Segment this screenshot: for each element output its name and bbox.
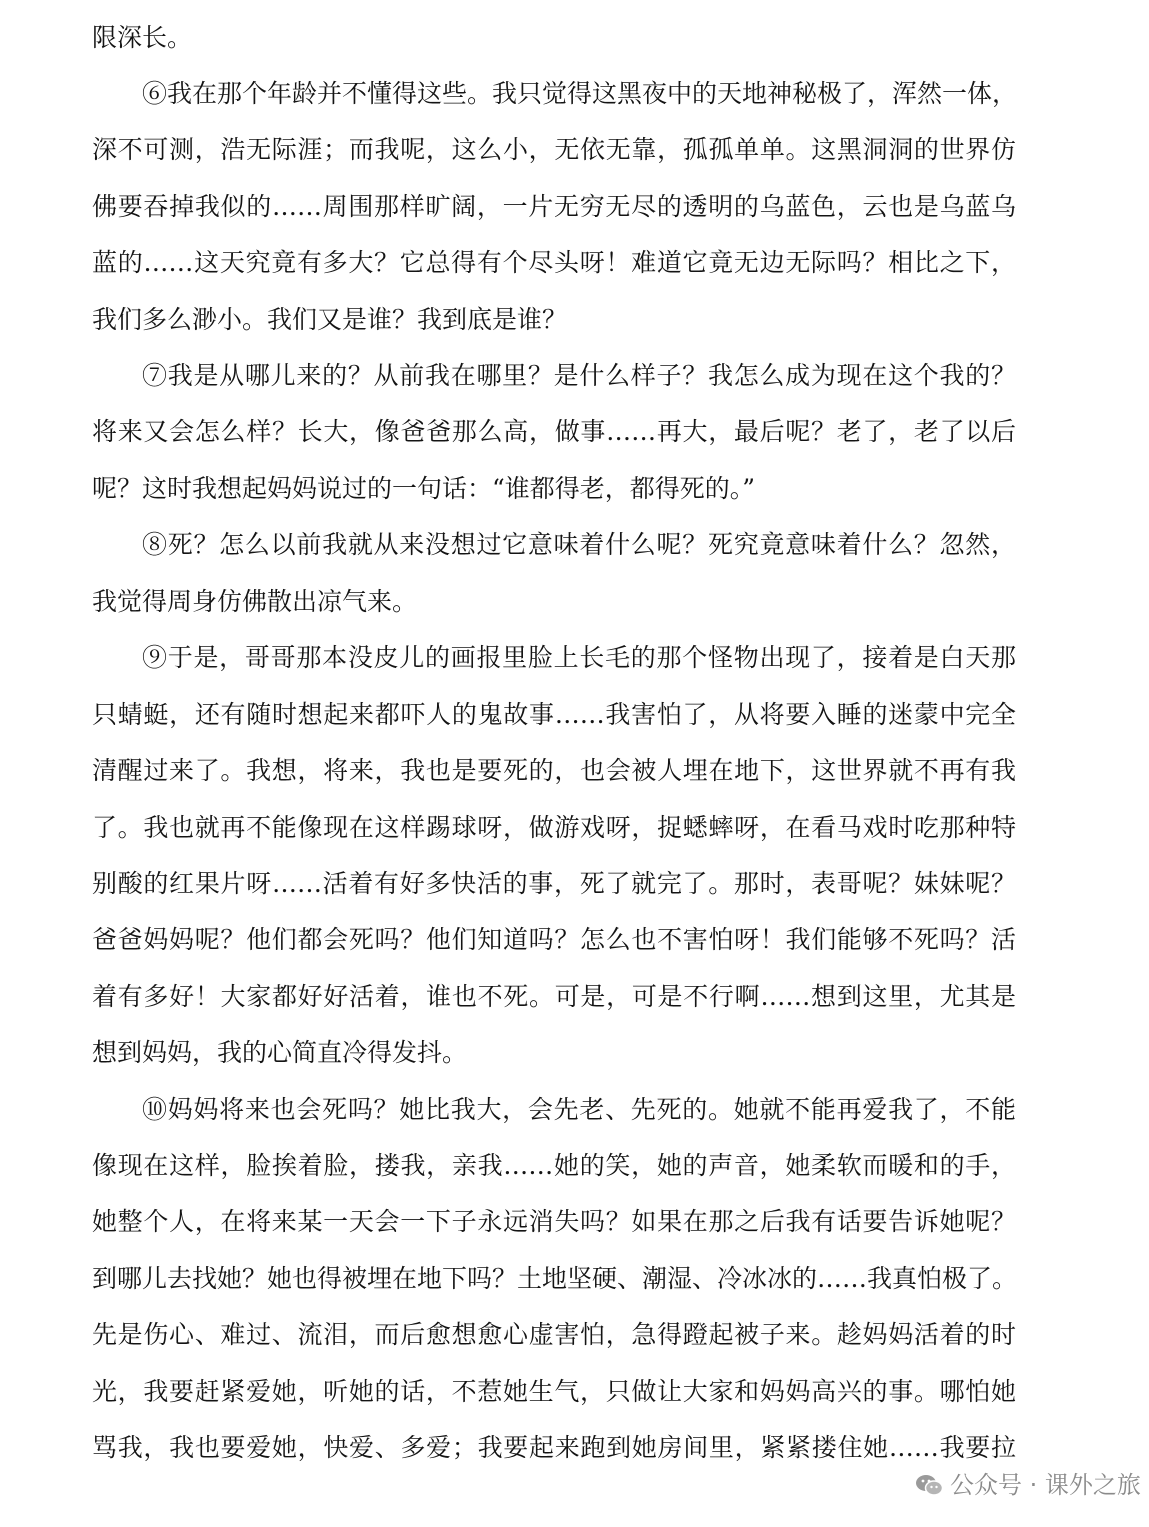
text-line: 想到妈妈，我的心简直冷得发抖。 (92, 1038, 468, 1067)
paragraph-8-line: ⑧死？怎么以前我就从来没想过它意味着什么呢？死究竟意味着什么？忽然， (142, 530, 1016, 559)
paragraph-10-line: ⑩妈妈将来也会死吗？她比我大，会先老、先死的。她就不能再爱我了，不能 (142, 1095, 1016, 1124)
text-line: 先是伤心、难过、流泪，而后愈想愈心虚害怕，急得蹬起被子来。趁妈妈活着的时 (92, 1320, 1016, 1349)
text-line: 到哪儿去找她？她也得被埋在地下吗？土地坚硬、潮湿、冷冰冰的……我真怕极了。 (92, 1264, 1018, 1293)
text-line: 她整个人，在将来某一天会一下子永远消失吗？如果在那之后我有话要告诉她呢？ (92, 1207, 1016, 1236)
text-line: 别酸的红果片呀……活着有好多快活的事，死了就完了。那时，表哥呢？妹妹呢？ (92, 869, 1016, 898)
text-line: 清醒过来了。我想，将来，我也是要死的，也会被人埋在地下，这世界就不再有我 (92, 756, 1016, 785)
text-line: 只蜻蜓，还有随时想起来都吓人的鬼故事……我害怕了，从将要入睡的迷蒙中完全 (92, 700, 1016, 729)
paragraph-9-line: ⑨于是，哥哥那本没皮儿的画报里脸上长毛的那个怪物出现了，接着是白天那 (142, 643, 1016, 672)
text-line: 爸爸妈妈呢？他们都会死吗？他们知道吗？怎么也不害怕呀！我们能够不死吗？活 (92, 925, 1016, 954)
text-line: 蓝的……这天究竟有多大？它总得有个尽头呀！难道它竟无边无际吗？相比之下， (92, 248, 1016, 277)
text-line: 像现在这样，脸挨着脸，搂我，亲我……她的笑，她的声音，她柔软而暖和的手， (92, 1151, 1016, 1180)
watermark (908, 1468, 1149, 1502)
text-line: 光，我要赶紧爱她，听她的话，不惹她生气，只做让大家和妈妈高兴的事。哪怕她 (92, 1377, 1016, 1406)
text-line: 我觉得周身仿佛散出凉气来。 (92, 587, 418, 616)
text-line: 骂我，我也要爱她，快爱、多爱；我要起来跑到她房间里，紧紧搂住她……我要拉 (92, 1433, 1016, 1462)
paragraph-7-line: ⑦我是从哪儿来的？从前我在哪里？是什么样子？我怎么成为现在这个我的？ (142, 361, 1016, 390)
text-line: 深不可测，浩无际涯；而我呢，这么小，无依无靠，孤孤单单。这黑洞洞的世界仿 (92, 135, 1016, 164)
text-line: 限深长。 (92, 23, 193, 52)
text-line: 我们多么渺小。我们又是谁？我到底是谁？ (92, 305, 568, 334)
text-line: 呢？这时我想起妈妈说过的一句话：“谁都得老，都得死的。” (92, 474, 756, 503)
text-line: 了。我也就再不能像现在这样踢球呀，做游戏呀，捉蟋蟀呀，在看马戏时吃那种特 (92, 813, 1016, 842)
text-line: 将来又会怎么样？长大，像爸爸那么高，做事……再大，最后呢？老了，老了以后 (92, 417, 1016, 446)
wechat-official-account-icon (914, 1473, 944, 1497)
watermark-text: 公众号 · 课外之旅 (950, 1471, 1141, 1499)
paragraph-6-line: ⑥我在那个年龄并不懂得这些。我只觉得这黑夜中的天地神秘极了，浑然一体， (142, 79, 1018, 108)
text-line: 着有多好！大家都好好活着，谁也不死。可是，可是不行啊……想到这里，尤其是 (92, 982, 1016, 1011)
text-line: 佛要吞掉我似的……周围那样旷阔，一片无穷无尽的透明的乌蓝色，云也是乌蓝乌 (92, 192, 1016, 221)
